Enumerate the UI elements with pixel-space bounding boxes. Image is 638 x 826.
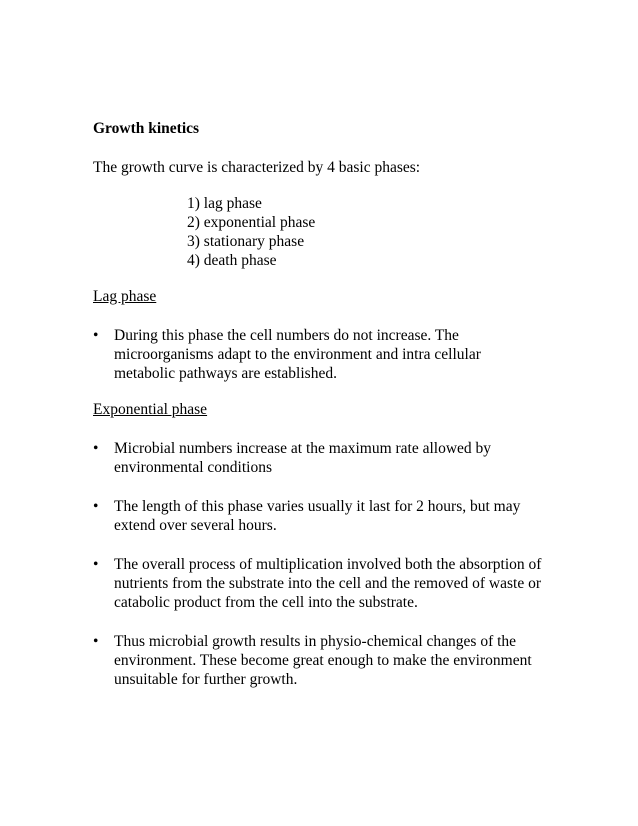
lag-phase-heading: Lag phase bbox=[93, 288, 157, 305]
phase-item: 2) exponential phase bbox=[187, 214, 316, 231]
bullet-icon: • bbox=[93, 498, 99, 515]
document-page bbox=[93, 119, 543, 689]
phase-item: 3) stationary phase bbox=[187, 233, 305, 250]
phase-list bbox=[187, 194, 543, 270]
bullet-icon: • bbox=[93, 327, 99, 344]
bullet-item bbox=[93, 439, 543, 477]
bullet-item bbox=[93, 497, 543, 535]
phase-item: 1) lag phase bbox=[187, 195, 262, 212]
intro-text: The growth curve is characterized by 4 basic phases: bbox=[93, 159, 421, 176]
bullet-icon: • bbox=[93, 440, 99, 457]
exponential-phase-bullets bbox=[93, 439, 543, 689]
bullet-item bbox=[93, 632, 543, 689]
bullet-text: The overall process of multiplication involved both the absorption of nutrients from the substrate into the cell and the removed of waste or catabolic product from the cell into the substrate. bbox=[114, 556, 542, 611]
bullet-text: Microbial numbers increase at the maximum rate allowed by environmental conditions bbox=[114, 440, 492, 476]
document-title: Growth kinetics bbox=[93, 120, 200, 137]
bullet-text: The length of this phase varies usually it last for 2 hours, but may extend over several hours. bbox=[114, 498, 521, 534]
bullet-text: During this phase the cell numbers do not increase. The microorganisms adapt to the environment and intra cellular metabolic pathways are established. bbox=[114, 327, 481, 382]
bullet-icon: • bbox=[93, 633, 99, 650]
lag-phase-bullets bbox=[93, 326, 543, 383]
bullet-item bbox=[93, 555, 543, 612]
phase-item: 4) death phase bbox=[187, 252, 277, 269]
bullet-text: Thus microbial growth results in physio-chemical changes of the environment. These become great enough to make the environment unsuitable for further growth. bbox=[114, 633, 532, 688]
exponential-phase-heading: Exponential phase bbox=[93, 401, 208, 418]
bullet-icon: • bbox=[93, 556, 99, 573]
bullet-item bbox=[93, 326, 543, 383]
